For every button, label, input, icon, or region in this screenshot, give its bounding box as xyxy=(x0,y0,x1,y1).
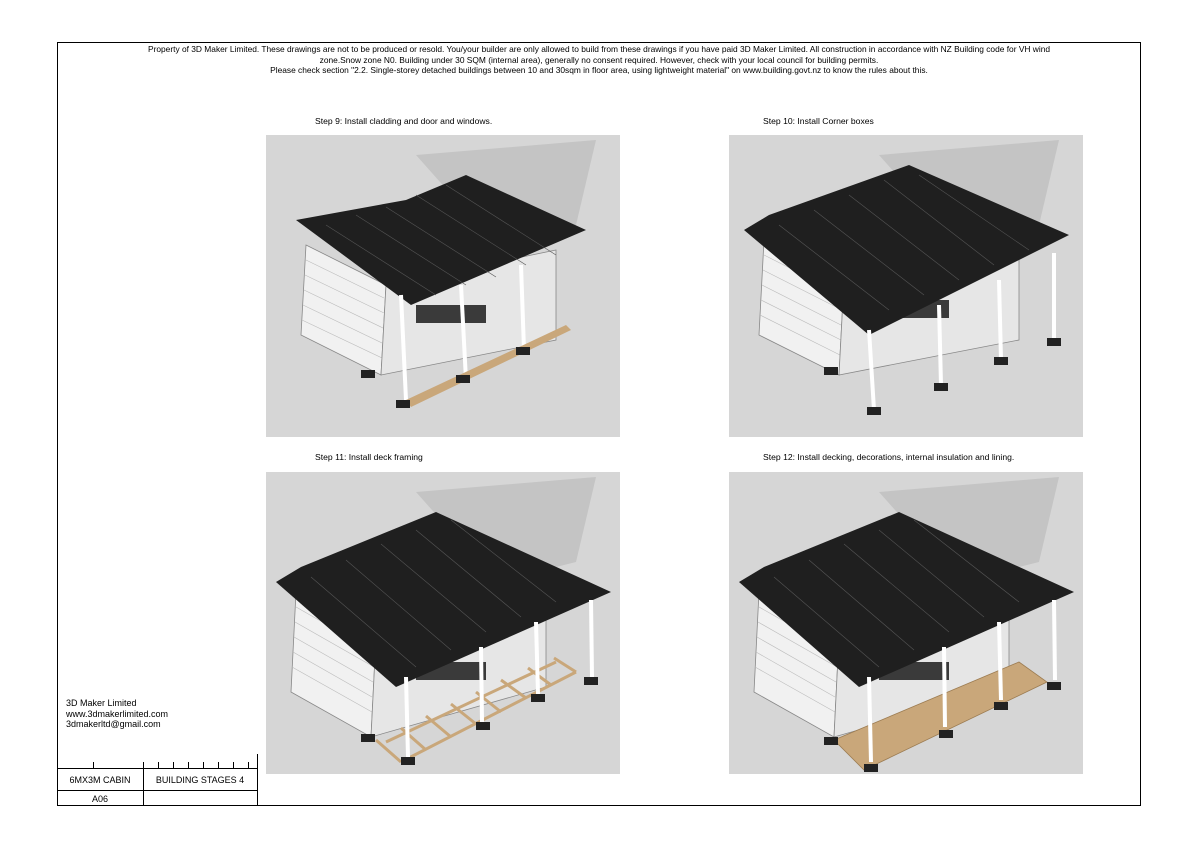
step-11-render xyxy=(266,472,620,774)
company-website[interactable]: www.3dmakerlimited.com xyxy=(66,708,169,719)
drawing-title: BUILDING STAGES 4 xyxy=(155,774,245,785)
step-10-render xyxy=(729,135,1083,437)
step-10-caption: Step 10: Install Corner boxes xyxy=(763,116,874,126)
step-12-render xyxy=(729,472,1083,774)
project-name: 6MX3M CABIN xyxy=(69,774,131,785)
step-11-caption: Step 11: Install deck framing xyxy=(315,452,423,462)
blank-cell xyxy=(143,791,257,806)
company-name: 3D Maker Limited xyxy=(66,698,137,708)
cabin-render-step-11 xyxy=(266,472,620,774)
step-9-caption: Step 9: Install cladding and door and windows. xyxy=(315,116,493,126)
title-block xyxy=(57,758,258,806)
company-email[interactable]: 3dmakerltd@gmail.com xyxy=(66,719,161,729)
company-info xyxy=(66,698,168,730)
step-12-caption: Step 12: Install decking, decorations, internal insulation and lining. xyxy=(763,452,1015,462)
sheet-number: A06 xyxy=(91,793,108,804)
step-9-render xyxy=(266,135,620,437)
copyright-notice xyxy=(57,44,1141,76)
notice-line-1: Property of 3D Maker Limited. These drawings are not to be produced or resold. You/your builder are only allowed to build from these drawings if you have paid 3D Maker Limited. All construction in accordance with NZ Building code for VH wind xyxy=(147,44,1051,54)
cabin-render-step-10 xyxy=(729,135,1083,437)
notice-line-2: zone.Snow zone N0. Building under 30 SQM (internal area), generally no consent required. However, check with your local council for building permits. xyxy=(319,54,879,65)
cabin-render-step-12 xyxy=(729,472,1083,774)
notice-line-3: Please check section "2.2. Single-storey detached buildings between 10 and 30sqm in floor area, using lightweight material" on www.building.govt.nz to know the rules about this. xyxy=(270,65,928,75)
cabin-render-step-9 xyxy=(266,135,620,437)
